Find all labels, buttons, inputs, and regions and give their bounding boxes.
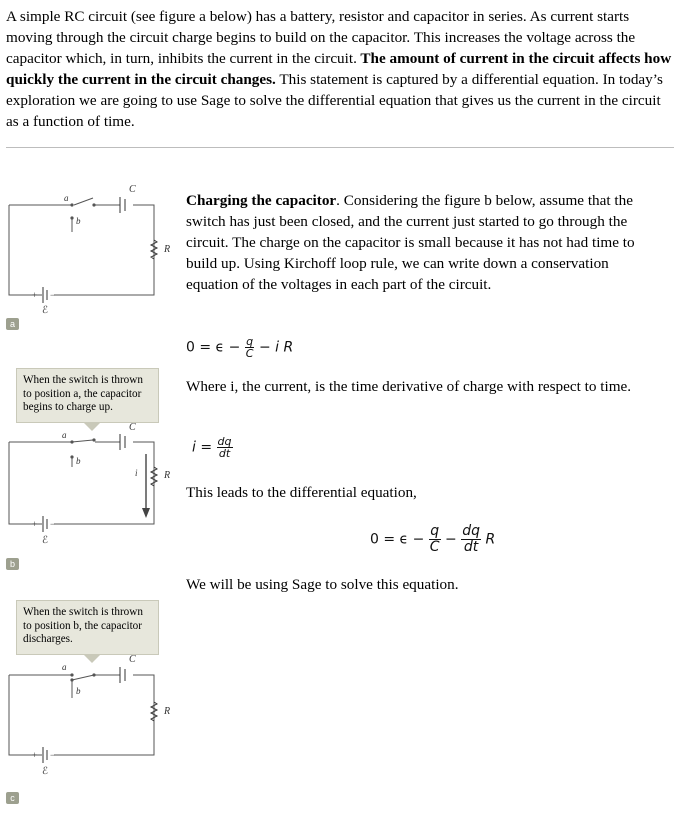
plus-sign: +	[32, 519, 38, 529]
intro-text-1: A simple RC circuit (see figure a below) has a battery, resistor and capacitor in series. As current starts moving through the circuit charge begins to build on the capacitor. This increases the voltage across the capacitor which, in turn, inhibits the current in the circuit.	[6, 8, 636, 67]
eq3-minus: −	[445, 531, 457, 548]
intro-text-2: This statement is captured by a differential equation. In today’s exploration we are going to use Sage to solve the differential equation that gives us the current in the circuit as a function of time.	[6, 71, 663, 130]
figure-label-c: c	[6, 792, 19, 804]
current-derivative-equation	[192, 436, 233, 459]
differential-equation	[370, 524, 495, 555]
emf-label: ℰ	[42, 766, 49, 777]
eq1-rest: − i R	[258, 339, 294, 356]
circuit-figure-b	[6, 412, 176, 562]
switch-pos-b-label: b	[76, 216, 81, 226]
figure-column	[6, 180, 176, 810]
eq1-fraction	[245, 336, 255, 359]
eq3-lhs: 0 = ϵ −	[370, 531, 425, 548]
resistor-label: R	[164, 244, 171, 255]
switch-pos-b-label: b	[76, 456, 81, 466]
eq3-denominator-2: dt	[463, 539, 479, 555]
eq3-fraction-2	[461, 524, 481, 555]
figure-label-a: a	[6, 318, 19, 330]
eq1-lhs: 0 = ϵ −	[186, 339, 241, 356]
capacitor-label: C	[129, 184, 136, 195]
caption-discharging	[16, 600, 159, 655]
switch-pos-a-label: a	[62, 430, 67, 440]
minus-sign: −	[50, 290, 56, 300]
circuit-figure-c	[6, 650, 176, 800]
figure-label-b: b	[6, 558, 19, 570]
eq2-numerator: dq	[217, 435, 232, 448]
resistor-label: R	[164, 470, 171, 481]
section-divider	[6, 147, 674, 148]
capacitor-label: C	[129, 654, 136, 665]
eq2-lhs: i =	[192, 439, 213, 456]
capacitor-label: C	[129, 422, 136, 433]
eq3-fraction-1	[429, 524, 441, 555]
eq2-fraction	[217, 436, 233, 459]
minus-sign: −	[50, 750, 56, 760]
current-label: i	[135, 468, 138, 478]
differential-intro-paragraph: This leads to the differential equation,	[186, 484, 417, 501]
resistor-label: R	[164, 706, 171, 717]
charging-text: . Considering the figure b below, assume that the switch has just been closed, and the current just started to go through the circuit. The charge on the capacitor is small because it has not had time to build up. Using Kirchoff loop rule, we can write down a conservation equation of the voltages in each part of the circuit.	[186, 192, 635, 293]
kirchhoff-equation	[186, 336, 293, 359]
eq1-denominator: C	[245, 347, 254, 360]
sage-paragraph: We will be using Sage to solve this equation.	[186, 576, 459, 593]
emf-label: ℰ	[42, 305, 49, 316]
plus-sign: +	[32, 750, 38, 760]
intro-bold-text: The amount of current in the circuit affects how quickly the current in the circuit changes.	[6, 50, 672, 88]
circuit-figure-a	[6, 180, 176, 330]
eq3-denominator-1: C	[429, 539, 440, 555]
intro-paragraph	[6, 6, 676, 132]
switch-pos-a-label: a	[62, 662, 67, 672]
switch-pos-b-label: b	[76, 686, 81, 696]
switch-pos-a-label: a	[64, 193, 69, 203]
eq3-numerator-1: q	[430, 523, 440, 539]
charging-heading: Charging the capacitor	[186, 192, 337, 209]
minus-sign: −	[50, 519, 56, 529]
current-definition-paragraph: Where i, the current, is the time derivative of charge with respect to time.	[186, 378, 632, 395]
plus-sign: +	[32, 290, 38, 300]
eq1-numerator: q	[246, 335, 254, 348]
eq2-denominator: dt	[218, 447, 231, 460]
eq3-rest: R	[485, 531, 496, 548]
caption-charging-text: When the switch is thrown to position a, the capacitor begins to charge up.	[23, 374, 143, 413]
emf-label: ℰ	[42, 535, 49, 546]
charging-paragraph	[186, 190, 636, 295]
caption-discharging-text: When the switch is thrown to position b, the capacitor discharges.	[23, 606, 143, 645]
eq3-numerator-2: dq	[462, 523, 480, 539]
